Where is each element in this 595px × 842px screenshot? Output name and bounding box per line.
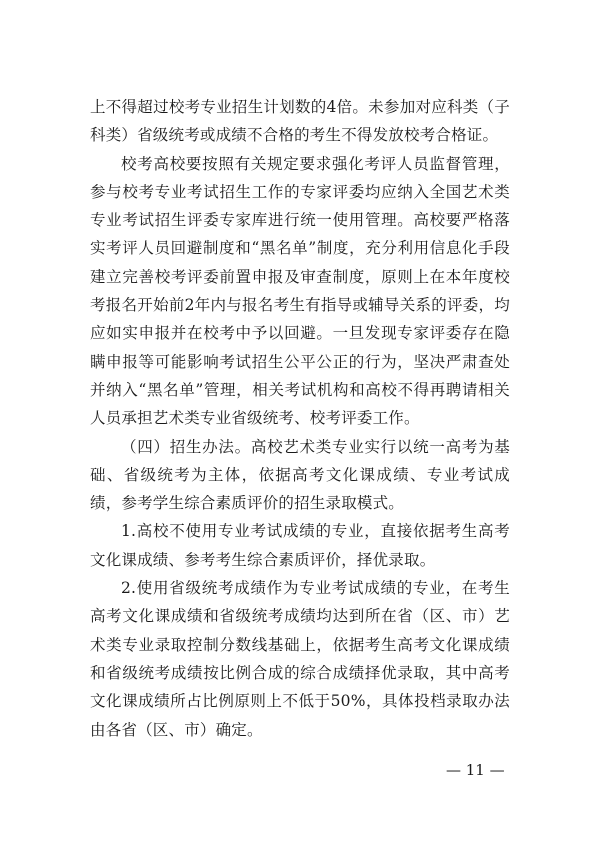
paragraph-text: 高校艺术类专业实行以统一高考为基础、省级统考为主体，依据高考文化课成绩、专业考试成绩，参考学生综合素质评价的招生录取模式。: [90, 437, 510, 513]
paragraph-item-2: [90, 574, 510, 744]
paragraph-text: 校考高校要按照有关规定要求强化考评人员监督管理，参与校考专业考试招生工作的专家评委均应纳入全国艺术类专业考试招生评委专家库进行统一使用管理。高校要严格落实考评人员回避制度和“黑名单”制度，充分利用信息化手段建立完善校考评委前置申报及审查制度，原则上在本年度校考报名开始前2年内与报名考生有指导或辅导关系的评委，均应如实申报并在校考中予以回避。一旦发现专家评委存在隐瞒申报等可能影响考试招生公平公正的行为，坚决严肃查处并纳入“黑名单”管理，相关考试机构和高校不得再聘请相关人员承担艺术类专业省级统考、校考评委工作。: [90, 154, 510, 428]
paragraph-item-1: [90, 517, 510, 574]
page-number: — 11 —: [446, 761, 505, 779]
paragraph-text: 上不得超过校考专业招生计划数的4倍。未参加对应科类（子科类）省级统考或成绩不合格的考生不得发放校考合格证。: [90, 98, 510, 145]
section-heading: （四）招生办法。: [121, 437, 251, 456]
paragraph-continuation: [90, 93, 510, 150]
paragraph-evaluator-management: [90, 150, 510, 433]
body-text: [90, 93, 510, 744]
paragraph-admission-method: [90, 433, 510, 518]
paragraph-text: 2.使用省级统考成绩作为专业考试成绩的专业，在考生高考文化课成绩和省级统考成绩均达到所在省（区、市）艺术类专业录取控制分数线基础上，依据考生高考文化课成绩和省级统考成绩按比例合成的综合成绩择优录取，其中高考文化课成绩所占比例原则上不低于50%，具体投档录取办法由各省（区、市）确定。: [90, 579, 510, 739]
paragraph-text: 1.高校不使用专业考试成绩的专业，直接依据考生高考文化课成绩、参考考生综合素质评价，择优录取。: [90, 522, 510, 569]
